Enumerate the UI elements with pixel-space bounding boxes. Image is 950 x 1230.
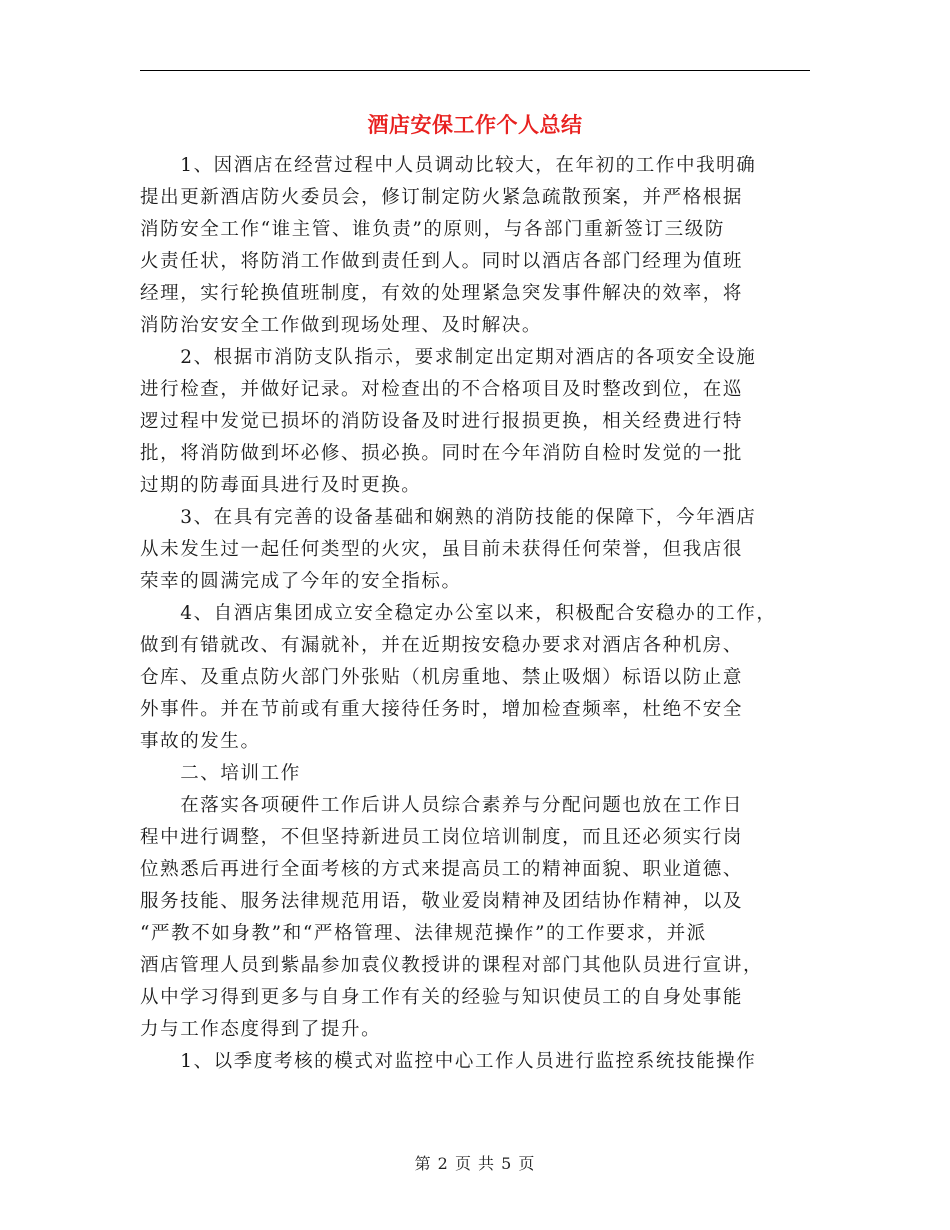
document-body xyxy=(140,150,820,1078)
body-line: 位熟悉后再进行全面考核的方式来提高员工的精神面貌、职业道德、 xyxy=(140,859,744,880)
body-line: 进行检查，并做好记录。对检查出的不合格项目及时整改到位，在巡 xyxy=(140,379,744,400)
body-line: 从中学习得到更多与自身工作有关的经验与知识使员工的自身处事能 xyxy=(140,987,744,1008)
body-line: 程中进行调整，不但坚持新进员工岗位培训制度，而且还必须实行岗 xyxy=(140,827,744,848)
body-line: 4、自酒店集团成立安全稳定办公室以来，积极配合安稳办的工作， xyxy=(140,603,777,624)
body-line: 火责任状，将防消工作做到责任到人。同时以酒店各部门经理为值班 xyxy=(140,251,744,272)
body-line: 1、以季度考核的模式对监控中心工作人员进行监控系统技能操作 xyxy=(140,1051,757,1072)
body-line: 从未发生过一起任何类型的火灾，虽目前未获得任何荣誉，但我店很 xyxy=(140,539,744,560)
body-line: 在落实各项硬件工作后讲人员综合素养与分配问题也放在工作日 xyxy=(140,795,744,816)
body-line: 1、因酒店在经营过程中人员调动比较大，在年初的工作中我明确 xyxy=(140,155,757,176)
body-line: 服务技能、服务法律规范用语，敬业爱岗精神及团结协作精神，以及 xyxy=(140,891,744,912)
header-rule xyxy=(140,70,810,71)
body-line: 外事件。并在节前或有重大接待任务时，增加检查频率，杜绝不安全 xyxy=(140,699,744,720)
body-line: “严教不如身教”和“严格管理、法律规范操作”的工作要求，并派 xyxy=(140,923,707,944)
body-line: 消防治安安全工作做到现场处理、及时解决。 xyxy=(140,315,543,336)
body-line: 荣幸的圆满完成了今年的安全指标。 xyxy=(140,571,462,592)
body-line: 提出更新酒店防火委员会，修订制定防火紧急疏散预案，并严格根据 xyxy=(140,187,744,208)
body-line: 做到有错就改、有漏就补，并在近期按安稳办要求对酒店各种机房、 xyxy=(140,635,744,656)
body-line: 逻过程中发觉已损坏的消防设备及时进行报损更换，相关经费进行特 xyxy=(140,411,744,432)
body-line: 消防安全工作“谁主管、谁负责”的原则，与各部门重新签订三级防 xyxy=(140,219,725,240)
body-line: 仓库、及重点防火部门外张贴（机房重地、禁止吸烟）标语以防止意 xyxy=(140,667,744,688)
body-line: 2、根据市消防支队指示，要求制定出定期对酒店的各项安全设施 xyxy=(140,347,757,368)
body-line: 酒店管理人员到紫晶参加袁仪教授讲的课程对部门其他队员进行宣讲， xyxy=(140,955,764,976)
body-line: 事故的发生。 xyxy=(140,731,261,752)
body-line: 批，将消防做到坏必修、损必换。同时在今年消防自检时发觉的一批 xyxy=(140,443,744,464)
body-line: 经理，实行轮换值班制度，有效的处理紧急突发事件解决的效率，将 xyxy=(140,283,744,304)
page-number-footer: 第 2 页 共 5 页 xyxy=(414,1154,536,1173)
document-title: 酒店安保工作个人总结 xyxy=(367,113,583,137)
body-line: 二、培训工作 xyxy=(140,763,301,784)
body-line: 3、在具有完善的设备基础和娴熟的消防技能的保障下，今年酒店 xyxy=(140,507,757,528)
body-line: 力与工作态度得到了提升。 xyxy=(140,1019,382,1040)
body-line: 过期的防毒面具进行及时更换。 xyxy=(140,475,422,496)
